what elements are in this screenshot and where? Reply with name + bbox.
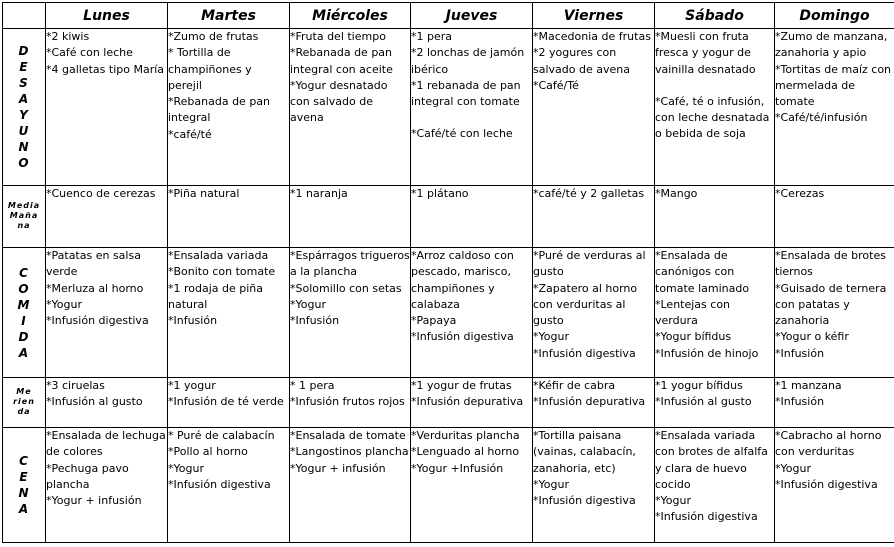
menu-cell-comida-sabado <box>655 248 775 378</box>
menu-item: * 1 pera <box>290 379 335 392</box>
meal-label-part: Y <box>19 108 29 122</box>
menu-cell-comida-jueves <box>411 248 533 378</box>
menu-item: *Bonito con tomate <box>168 265 276 279</box>
meal-row-cena <box>3 428 894 543</box>
meal-label-part: N <box>18 140 30 154</box>
menu-item: *Cuenco de cerezas <box>46 187 156 200</box>
menu-item: *Kéfir de cabra <box>533 379 616 392</box>
menu-item: *Infusión <box>290 314 340 328</box>
menu-item: *Lentejas con verdura <box>655 297 731 328</box>
meal-label-part: O <box>18 156 30 170</box>
meal-row-desayuno <box>3 29 894 186</box>
menu-item: * Tortilla de champiñones y perejil <box>168 46 252 92</box>
menu-cell-media-manana-martes <box>168 186 290 248</box>
meal-label-part: na <box>17 221 31 230</box>
menu-item: *Infusión digestiva <box>168 477 271 491</box>
menu-item: *Yogur <box>775 461 811 475</box>
menu-item: *Yogur + infusión <box>46 494 142 508</box>
menu-item: *Infusión digestiva <box>533 494 636 508</box>
menu-cell-cena-jueves <box>411 428 533 543</box>
menu-item: *Espárragos trigueros a la plancha <box>290 249 410 279</box>
menu-item: *Cabracho al horno con verduritas <box>775 429 882 459</box>
meal-label-part: rien <box>13 397 35 406</box>
menu-cell-media-manana-miercoles <box>290 186 411 248</box>
menu-item: *1 yogur <box>168 379 216 392</box>
menu-item: *Fruta del tiempo <box>290 30 386 43</box>
menu-cell-desayuno-domingo <box>775 29 894 186</box>
menu-item: *café/té <box>168 127 212 141</box>
menu-item: *Cerezas <box>775 187 825 200</box>
menu-item: *2 kiwis <box>46 30 90 43</box>
meal-label-part: M <box>17 297 31 312</box>
menu-item: *3 ciruelas <box>46 379 105 392</box>
meal-label-part: A <box>18 345 30 360</box>
menu-item: *Puré de verduras al gusto <box>533 249 646 279</box>
menu-item: *Tortitas de maíz con mermelada de tomate <box>775 62 892 109</box>
menu-item: *Zumo de manzana, zanahoria y apio <box>775 30 888 60</box>
meal-label-part: D <box>18 44 30 58</box>
menu-item: *Infusión digestiva <box>533 346 636 360</box>
meal-label-part: I <box>21 313 27 328</box>
menu-cell-cena-sabado <box>655 428 775 543</box>
menu-item: *Infusión <box>775 346 825 360</box>
menu-item: *Yogur <box>46 297 82 311</box>
menu-cell-media-manana-domingo <box>775 186 894 248</box>
day-header-martes: Martes <box>168 3 290 29</box>
day-header-viernes: Viernes <box>533 3 655 29</box>
meal-label-part: E <box>19 60 29 74</box>
day-header-jueves: Jueves <box>411 3 533 29</box>
menu-cell-merienda-viernes <box>533 378 655 428</box>
menu-cell-merienda-lunes <box>46 378 168 428</box>
menu-item: *café/té y 2 galletas <box>533 187 645 200</box>
menu-item: *Ensalada de lechuga de colores <box>46 429 166 459</box>
menu-cell-desayuno-martes <box>168 29 290 186</box>
menu-item: *Infusión digestiva <box>411 330 514 344</box>
menu-item: *Arroz caldoso con pescado, marisco, champiñones y calabaza <box>411 249 514 311</box>
menu-cell-desayuno-lunes <box>46 29 168 186</box>
menu-item: *Café con leche <box>46 46 133 60</box>
meal-label-part: C <box>19 265 29 280</box>
menu-item: *Guisado de ternera con patatas y zanahoria <box>775 281 887 328</box>
menu-item: *Ensalada de brotes tiernos <box>775 249 886 279</box>
menu-item: *Merluza al horno <box>46 281 144 295</box>
menu-item: *2 yogures con salvado de avena <box>533 46 630 76</box>
menu-cell-comida-miercoles <box>290 248 411 378</box>
menu-item: *Langostinos plancha <box>290 445 409 459</box>
menu-item: *Infusión depurativa <box>533 395 646 409</box>
menu-cell-comida-domingo <box>775 248 894 378</box>
menu-item: *Piña natural <box>168 187 240 200</box>
menu-cell-comida-lunes <box>46 248 168 378</box>
menu-cell-media-manana-viernes <box>533 186 655 248</box>
menu-item: *1 plátano <box>411 187 469 200</box>
menu-cell-desayuno-miercoles <box>290 29 411 186</box>
menu-item: *Yogur <box>168 461 204 475</box>
menu-item: *Patatas en salsa verde <box>46 249 141 279</box>
meal-label-part: C <box>19 454 29 468</box>
meal-label-part: Me <box>16 387 32 396</box>
menu-item: *Mango <box>655 187 698 200</box>
menu-item: *Café/té con leche <box>411 127 513 141</box>
meal-label-part: Maña <box>9 211 39 220</box>
menu-item: *Ensalada de tomate <box>290 429 406 442</box>
menu-cell-comida-martes <box>168 248 290 378</box>
meal-row-media-manana <box>3 186 894 248</box>
menu-item: *1 naranja <box>290 187 348 200</box>
menu-item: *Pollo al horno <box>168 445 248 459</box>
menu-item: *Zumo de frutas <box>168 30 259 43</box>
meal-label-part: U <box>18 124 30 138</box>
menu-cell-merienda-domingo <box>775 378 894 428</box>
menu-item: *Café/té/infusión <box>775 111 868 125</box>
menu-item: *1 manzana <box>775 379 842 392</box>
meal-label-merienda <box>3 378 46 428</box>
meal-label-part: S <box>19 76 29 90</box>
menu-item: *Tortilla paisana (vainas, calabacín, zanahoria, etc) <box>533 429 636 475</box>
menu-item: *Infusión de té verde <box>168 395 284 409</box>
menu-item: *Yogur + infusión <box>290 461 386 475</box>
corner-cell <box>3 3 46 29</box>
menu-item: *Infusión de hinojo <box>655 346 759 360</box>
menu-item: *Muesli con fruta fresca y yogur de vainilla desnatado <box>655 30 756 76</box>
menu-cell-media-manana-jueves <box>411 186 533 248</box>
meal-label-part: N <box>18 486 30 500</box>
menu-item: *Rebanada de pan integral <box>168 95 271 125</box>
menu-item: *Infusión digestiva <box>655 510 758 524</box>
menu-item: *Yogur desnatado con salvado de avena <box>290 78 388 125</box>
menu-cell-cena-miercoles <box>290 428 411 543</box>
menu-item: *Papaya <box>411 314 457 328</box>
meal-label-desayuno <box>3 29 46 186</box>
menu-item: *1 pera <box>411 30 453 43</box>
meal-row-comida <box>3 248 894 378</box>
menu-item: *Infusión <box>775 395 825 409</box>
menu-item: *Ensalada de canónigos con tomate laminado <box>655 249 750 295</box>
menu-cell-cena-domingo <box>775 428 894 543</box>
menu-item: *Lenguado al horno <box>411 445 520 459</box>
menu-item: *Yogur o kéfir <box>775 330 849 344</box>
menu-cell-cena-martes <box>168 428 290 543</box>
menu-cell-cena-lunes <box>46 428 168 543</box>
menu-item: *4 galletas tipo María <box>46 62 165 76</box>
menu-item: *Zapatero al horno con verduritas al gusto <box>533 281 638 328</box>
menu-item: *Yogur +Infusión <box>411 461 504 475</box>
day-header-sabado: Sábado <box>655 3 775 29</box>
day-header-domingo: Domingo <box>775 3 894 29</box>
menu-item: *Yogur <box>533 477 569 491</box>
day-header-lunes: Lunes <box>46 3 168 29</box>
menu-cell-media-manana-sabado <box>655 186 775 248</box>
meal-label-part: A <box>18 92 30 106</box>
menu-cell-cena-viernes <box>533 428 655 543</box>
meal-label-part: da <box>17 407 31 416</box>
meal-label-comida <box>3 248 46 378</box>
menu-item: *Café, té o infusión, con leche desnatada o bebida de soja <box>655 94 770 141</box>
menu-item: *Infusión digestiva <box>775 477 878 491</box>
menu-item: *Rebanada de pan integral con aceite <box>290 46 393 76</box>
menu-item: *Infusión al gusto <box>655 395 752 409</box>
weekly-menu-table <box>2 2 894 543</box>
header-row <box>3 3 894 29</box>
menu-item: *Infusión frutos rojos <box>290 395 405 409</box>
menu-item: *Ensalada variada <box>168 249 269 262</box>
menu-cell-merienda-sabado <box>655 378 775 428</box>
menu-item: *Yogur <box>290 297 326 311</box>
menu-item: *Infusión <box>168 314 218 328</box>
menu-item: *Yogur bífidus <box>655 330 732 344</box>
menu-item: *Verduritas plancha <box>411 429 520 442</box>
menu-cell-desayuno-viernes <box>533 29 655 186</box>
menu-item: *Yogur <box>533 330 569 344</box>
menu-item: *Infusión digestiva <box>46 314 149 328</box>
meal-label-part: D <box>18 329 30 344</box>
menu-item: * Puré de calabacín <box>168 429 275 442</box>
menu-item: *Infusión al gusto <box>46 395 143 409</box>
menu-item: *Macedonia de frutas <box>533 30 651 43</box>
meal-label-cena <box>3 428 46 543</box>
meal-label-part: O <box>18 281 30 296</box>
menu-cell-merienda-miercoles <box>290 378 411 428</box>
menu-item: *Yogur <box>655 494 691 508</box>
menu-cell-media-manana-lunes <box>46 186 168 248</box>
menu-item: *Infusión depurativa <box>411 395 524 409</box>
menu-item: *1 yogur bífidus <box>655 379 743 392</box>
meal-row-merienda <box>3 378 894 428</box>
menu-cell-merienda-martes <box>168 378 290 428</box>
menu-cell-desayuno-jueves <box>411 29 533 186</box>
menu-item: *1 yogur de frutas <box>411 379 512 392</box>
day-header-miercoles: Miércoles <box>290 3 411 29</box>
menu-item: *Ensalada variada con brotes de alfalfa y clara de huevo cocido <box>655 429 768 491</box>
menu-item: *Café/Té <box>533 78 579 92</box>
meal-label-part: E <box>19 470 29 484</box>
menu-item: *1 rebanada de pan integral con tomate <box>411 78 521 109</box>
menu-cell-desayuno-sabado <box>655 29 775 186</box>
meal-label-part: Media <box>7 201 41 210</box>
meal-label-media-manana <box>3 186 46 248</box>
menu-item: *1 rodaja de piña natural <box>168 281 264 311</box>
menu-item: *Solomillo con setas <box>290 281 402 295</box>
menu-cell-comida-viernes <box>533 248 655 378</box>
menu-cell-merienda-jueves <box>411 378 533 428</box>
menu-item: *2 lonchas de jamón ibérico <box>411 46 525 76</box>
meal-label-part: A <box>18 502 30 516</box>
menu-item: *Pechuga pavo plancha <box>46 461 129 491</box>
